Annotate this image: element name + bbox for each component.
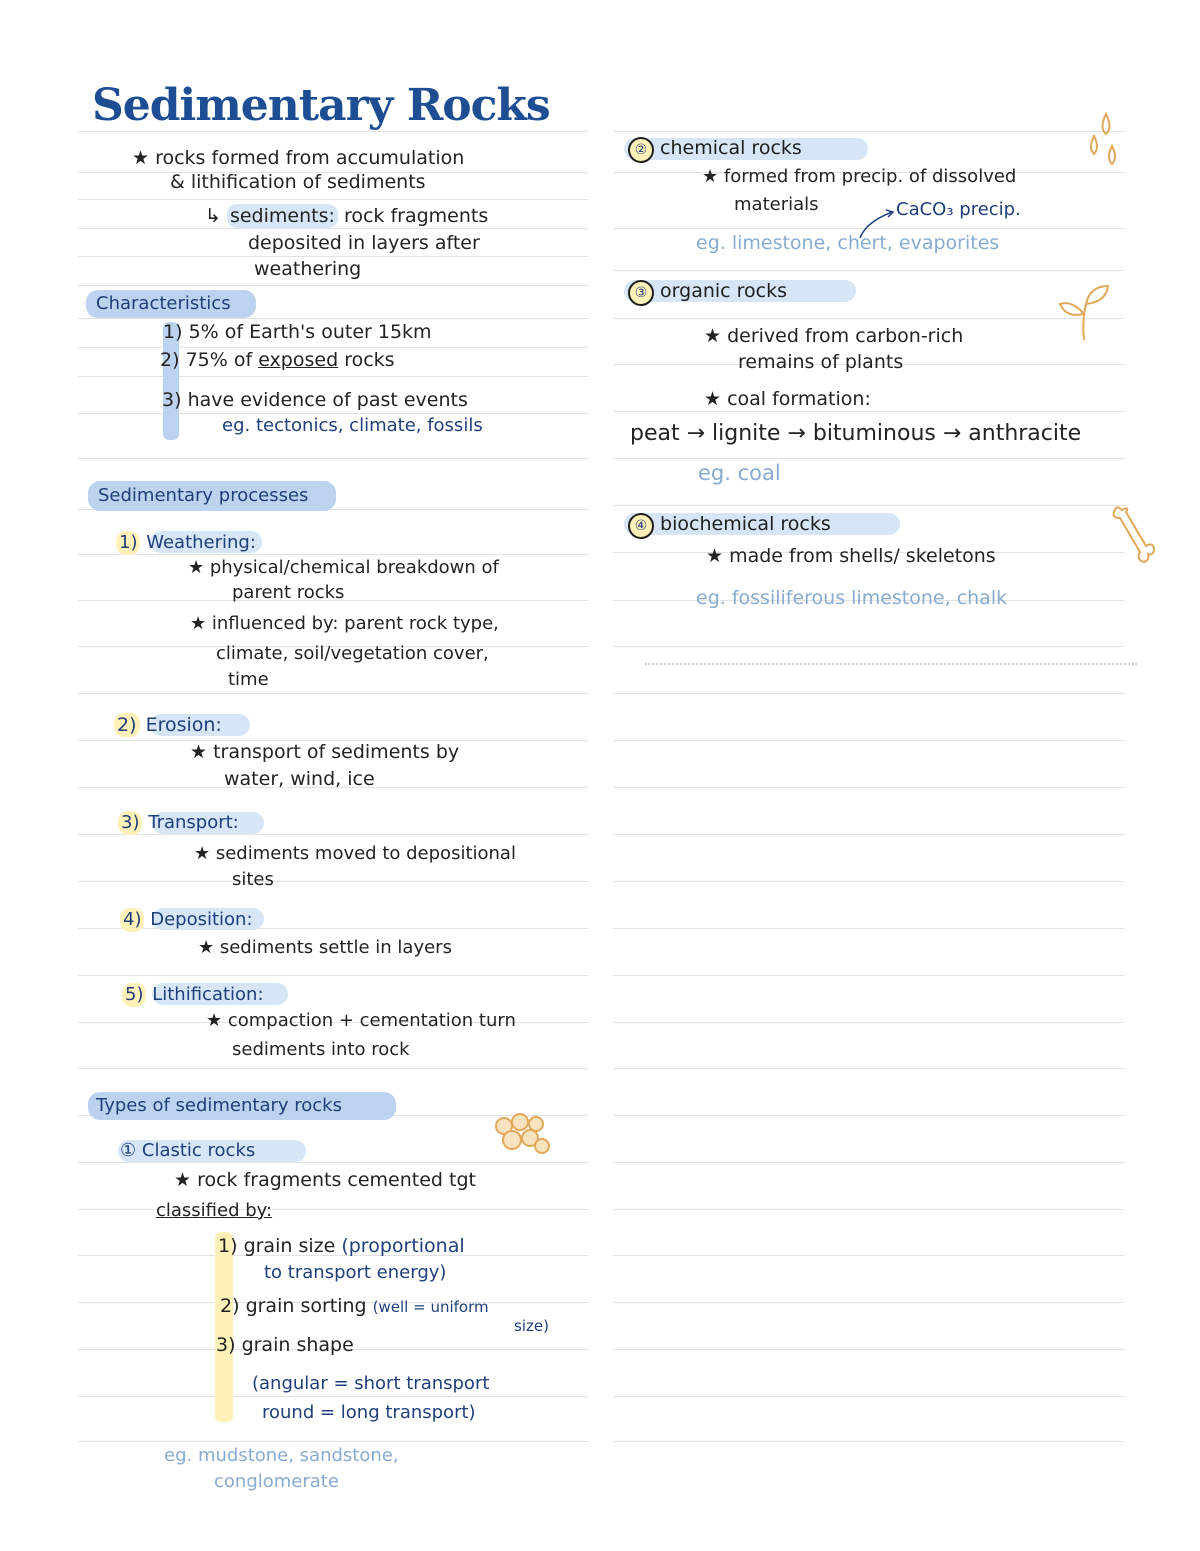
- clastic-num: ①: [120, 1140, 137, 1161]
- char-item-2b: exposed: [258, 349, 339, 371]
- erosion-b1b: water, wind, ice: [224, 768, 375, 790]
- rule: [613, 928, 1125, 929]
- grain-num-3: 3): [216, 1334, 236, 1356]
- rule: [613, 975, 1125, 976]
- pebbles-icon: [490, 1112, 552, 1160]
- process-weathering: Weathering:: [146, 532, 256, 553]
- coal-chain: peat → lignite → bituminous → anthracite: [630, 421, 1082, 446]
- char-item-3: have evidence of past events: [187, 389, 468, 411]
- char-num-2: 2): [160, 349, 180, 371]
- process-transport: Transport:: [148, 812, 239, 833]
- rule: [78, 975, 588, 976]
- rule: [613, 740, 1125, 741]
- bone-icon: [1110, 502, 1158, 566]
- weathering-b1b: parent rocks: [232, 582, 345, 603]
- rule: [78, 1396, 588, 1397]
- process-num-5: 5): [122, 983, 146, 1007]
- page-title: Sedimentary Rocks: [92, 80, 550, 131]
- lithification-b1a: ★ compaction + cementation turn: [206, 1010, 516, 1031]
- rule: [613, 131, 1125, 132]
- organic-b1b: remains of plants: [738, 351, 904, 373]
- types-heading: Types of sedimentary rocks: [96, 1095, 342, 1116]
- grain-sorting-note-2: size): [514, 1317, 549, 1335]
- clastic-eg-1: eg. mudstone, sandstone,: [164, 1445, 399, 1466]
- grain-size-note-2: to transport energy): [264, 1262, 447, 1283]
- transport-b1b: sites: [232, 869, 274, 890]
- grain-shape-note-1: (angular = short transport: [252, 1373, 490, 1394]
- rule: [613, 318, 1125, 319]
- grain-bar: [215, 1232, 233, 1422]
- biochemical-heading: biochemical rocks: [660, 513, 831, 535]
- rule: [78, 199, 588, 200]
- weathering-b2a: ★ influenced by: parent rock type,: [190, 613, 499, 634]
- grain-num-1: 1): [218, 1235, 238, 1257]
- rule: [613, 834, 1125, 835]
- chemical-b1a: ★ formed from precip. of dissolved: [702, 166, 1017, 187]
- weathering-b2b: climate, soil/vegetation cover,: [216, 643, 489, 664]
- rule: [613, 1162, 1125, 1163]
- rule: [613, 787, 1125, 788]
- processes-heading: Sedimentary processes: [98, 485, 309, 506]
- weathering-b2c: time: [228, 669, 269, 690]
- organic-heading: organic rocks: [660, 280, 788, 302]
- rule: [78, 458, 588, 459]
- sediments-def-3: weathering: [254, 258, 362, 280]
- char-item-2a: 75% of: [185, 349, 253, 371]
- grain-size-note-1: (proportional: [341, 1235, 465, 1257]
- char-eg: eg. tectonics, climate, fossils: [222, 415, 483, 436]
- rule: [613, 1068, 1125, 1069]
- biochemical-eg: eg. fossiliferous limestone, chalk: [696, 587, 1008, 609]
- rule: [78, 376, 588, 377]
- grain-shape-note-2: round = long transport): [262, 1402, 476, 1423]
- rule: [78, 1209, 588, 1210]
- organic-b2: ★ coal formation:: [704, 388, 871, 410]
- rule: [613, 1115, 1125, 1116]
- organic-num: ③: [628, 280, 654, 306]
- sediments-def-2: deposited in layers after: [248, 232, 480, 254]
- char-num-1: 1): [163, 321, 183, 343]
- rule: [613, 411, 1125, 412]
- grain-size: grain size: [243, 1235, 336, 1257]
- process-num-4: 4): [120, 908, 144, 932]
- chemical-b1b: materials: [734, 194, 819, 215]
- char-item-1: 5% of Earth's outer 15km: [188, 321, 432, 343]
- rule: [78, 285, 588, 286]
- clastic-eg-2: conglomerate: [214, 1471, 339, 1492]
- rule: [613, 1396, 1125, 1397]
- rule: [613, 1349, 1125, 1350]
- chemical-num: ②: [628, 137, 654, 163]
- rule: [613, 1441, 1125, 1442]
- rule: [78, 693, 588, 694]
- process-lithification: Lithification:: [152, 984, 264, 1005]
- organic-eg: eg. coal: [698, 461, 781, 485]
- chemical-heading: chemical rocks: [660, 137, 802, 159]
- rule: [613, 1209, 1125, 1210]
- rule: [613, 1255, 1125, 1256]
- rule: [613, 270, 1125, 271]
- characteristics-heading: Characteristics: [96, 293, 231, 314]
- rule: [613, 458, 1125, 459]
- droplets-icon: [1084, 108, 1124, 172]
- rule: [613, 646, 1125, 647]
- char-num-3: 3): [162, 389, 182, 411]
- process-num-3: 3): [118, 811, 142, 835]
- clastic-b1: ★ rock fragments cemented tgt: [174, 1169, 476, 1191]
- intro-line-2: & lithification of sediments: [170, 171, 426, 193]
- deposition-b1: ★ sediments settle in layers: [198, 937, 452, 958]
- grain-num-2: 2): [220, 1295, 240, 1317]
- rule: [613, 505, 1125, 506]
- clastic-heading: Clastic rocks: [141, 1140, 256, 1161]
- star-icon: ★: [132, 147, 150, 169]
- grain-sorting-note-1: (well = uniform: [372, 1298, 489, 1316]
- intro-line-1: rocks formed from accumulation: [155, 147, 465, 169]
- char-item-2c: rocks: [344, 349, 395, 371]
- grain-shape: grain shape: [241, 1334, 354, 1356]
- organic-b1a: ★ derived from carbon-rich: [704, 325, 964, 347]
- lithification-b1b: sediments into rock: [232, 1039, 410, 1060]
- transport-b1a: ★ sediments moved to depositional: [194, 843, 516, 864]
- rule: [613, 1302, 1125, 1303]
- sediments-def-1: rock fragments: [343, 205, 489, 227]
- process-num-2: 2): [114, 713, 140, 737]
- rule: [78, 228, 588, 229]
- chemical-note: CaCO₃ precip.: [896, 199, 1021, 220]
- grain-sorting: grain sorting: [245, 1295, 367, 1317]
- arrow-icon: ↳: [205, 205, 221, 227]
- rule: [78, 1441, 588, 1442]
- weathering-b1a: ★ physical/chemical breakdown of: [188, 557, 499, 578]
- biochemical-num: ④: [628, 513, 654, 539]
- sediments-label: sediments:: [227, 204, 338, 228]
- rule: [78, 318, 588, 319]
- process-erosion: Erosion:: [145, 714, 222, 736]
- chemical-eg: eg. limestone, chert, evaporites: [696, 232, 1000, 254]
- process-deposition: Deposition:: [150, 909, 253, 930]
- rule: [613, 1022, 1125, 1023]
- erosion-b1a: ★ transport of sediments by: [190, 741, 460, 763]
- classified-by: classified by:: [156, 1200, 273, 1221]
- rule: [78, 1068, 588, 1069]
- divider-wavy: [645, 663, 1137, 665]
- rule: [613, 693, 1125, 694]
- process-num-1: 1): [116, 531, 140, 555]
- rule: [78, 881, 588, 882]
- biochemical-b1: ★ made from shells/ skeletons: [706, 545, 996, 567]
- rule: [613, 881, 1125, 882]
- sprout-icon: [1056, 280, 1116, 344]
